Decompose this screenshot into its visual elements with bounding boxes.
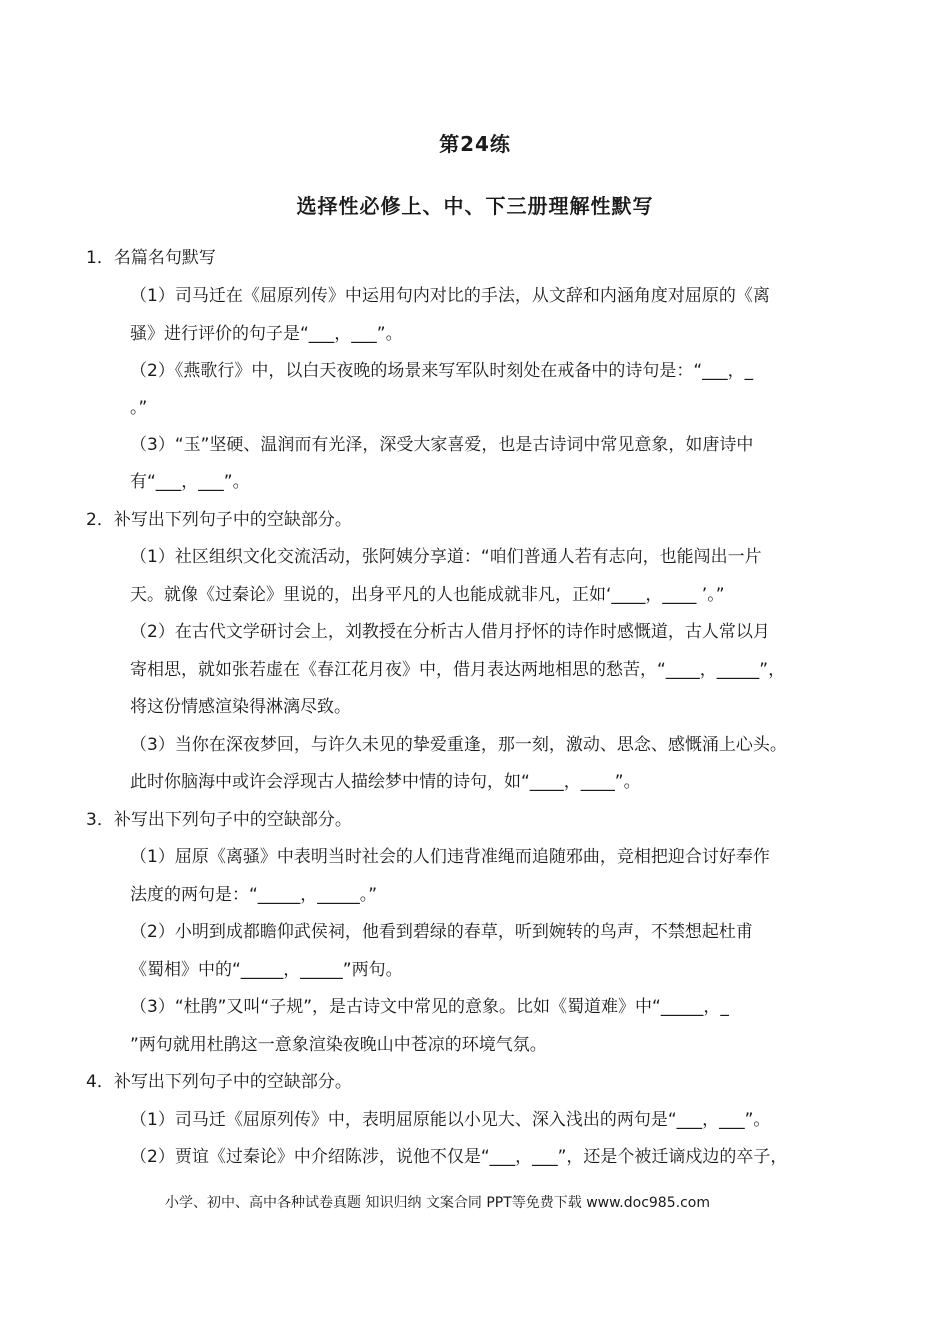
question-1-line: 骚》进行评价的句子是“___，___”。 [130, 324, 403, 344]
question-3-heading: 3．补写出下列句子中的空缺部分。 [86, 810, 352, 830]
question-2-line: （3）当你在深夜梦回，与许久未见的挚爱重逢，那一刻，激动、思念、感慨涌上心头。 [130, 735, 787, 755]
question-2-line: 天。就像《过秦论》里说的，出身平凡的人也能成就非凡，正如‘____，____ ’。” [130, 585, 725, 605]
question-3-line: ”两句就用杜鹃这一意象渲染夜晚山中苍凉的环境气氛。 [130, 1035, 547, 1055]
page-subtitle: 选择性必修上、中、下三册理解性默写 [296, 194, 654, 218]
question-1-heading: 1．名篇名句默写 [86, 248, 216, 268]
page-title: 第24练 [439, 132, 511, 156]
question-3-line: 法度的两句是：“_____，_____。” [130, 885, 378, 905]
question-2-line: 将这份情感渲染得淋漓尽致。 [130, 697, 351, 717]
question-2-heading: 2．补写出下列句子中的空缺部分。 [86, 510, 352, 530]
question-4-line: （2）贾谊《过秦论》中介绍陈涉，说他不仅是“___，___”，还是个被迁谪戍边的卒子， [130, 1147, 788, 1167]
question-3-line: （1）屈原《离骚》中表明当时社会的人们违背准绳而追随邪曲，竞相把迎合讨好奉作 [130, 847, 770, 867]
question-1-line: （2）《燕歌行》中，以白天夜晚的场景来写军队时刻处在戒备中的诗句是：“___，_ [130, 361, 754, 381]
question-1-line: 有“___，___”。 [130, 472, 250, 492]
question-2-line: 寄相思，就如张若虚在《春江花月夜》中，借月表达两地相思的愁苦，“____，_____”， [130, 660, 786, 680]
question-2-line: （1）社区组织文化交流活动，张阿姨分享道：“咱们普通人若有志向，也能闯出一片 [130, 547, 762, 567]
question-3-line: 《蜀相》中的“_____，_____”两句。 [130, 960, 403, 980]
question-1-line: （1）司马迁在《屈原列传》中运用句内对比的手法，从文辞和内涵角度对屈原的《离 [130, 286, 770, 306]
question-2-line: （2）在古代文学研讨会上，刘教授在分析古人借月抒怀的诗作时感慨道，古人常以月 [130, 622, 770, 642]
question-1-line: 。” [130, 398, 148, 418]
question-3-line: （3）“杜鹃”又叫“子规”，是古诗文中常见的意象。比如《蜀道难》中“_____，_ [130, 997, 729, 1017]
question-3-line: （2）小明到成都瞻仰武侯祠，他看到碧绿的春草，听到婉转的鸟声，不禁想起杜甫 [130, 922, 753, 942]
question-4-heading: 4．补写出下列句子中的空缺部分。 [86, 1072, 352, 1092]
question-2-line: 此时你脑海中或许会浮现古人描绘梦中情的诗句，如“____，____”。 [130, 772, 641, 792]
question-1-line: （3）“玉”坚硬、温润而有光泽，深受大家喜爱，也是古诗词中常见意象，如唐诗中 [130, 435, 754, 455]
page-footer: 小学、初中、高中各种试卷真题 知识归纳 文案合同 PPT等免费下载 www.doc985.com [165, 1195, 710, 1211]
question-4-line: （1）司马迁《屈原列传》中，表明屈原能以小见大、深入浅出的两句是“___，___”。 [130, 1110, 771, 1130]
